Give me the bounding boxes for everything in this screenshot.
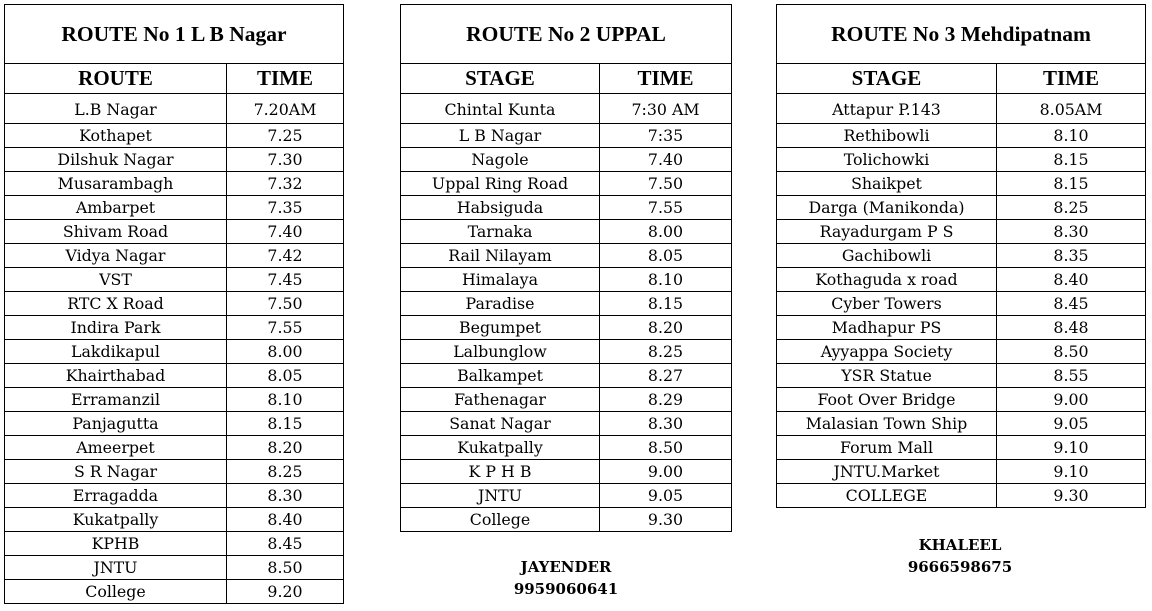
time-cell: 8.10 [227, 388, 344, 412]
route-2-table [400, 4, 732, 532]
stage-cell: JNTU [5, 556, 227, 580]
time-cell: 8.30 [997, 220, 1146, 244]
table-row [777, 412, 1146, 436]
stage-cell: College [401, 508, 600, 532]
table-row [5, 436, 344, 460]
table-row [5, 268, 344, 292]
stage-cell: Uppal Ring Road [401, 172, 600, 196]
stage-cell: Nagole [401, 148, 600, 172]
stage-cell: Malasian Town Ship [777, 412, 997, 436]
stage-cell: Madhapur PS [777, 316, 997, 340]
time-cell: 8.10 [600, 268, 732, 292]
table-row [5, 388, 344, 412]
time-cell: 7:35 [600, 124, 732, 148]
time-cell: 8.15 [997, 148, 1146, 172]
stage-cell: Kukatpally [401, 436, 600, 460]
stage-cell: Cyber Towers [777, 292, 997, 316]
time-cell: 8.27 [600, 364, 732, 388]
table-row [5, 364, 344, 388]
table-row [777, 244, 1146, 268]
time-cell: 9.00 [997, 388, 1146, 412]
table-row [5, 244, 344, 268]
stage-cell: Darga (Manikonda) [777, 196, 997, 220]
stage-cell: Kothapet [5, 124, 227, 148]
time-cell: 8.40 [227, 508, 344, 532]
route-2-contact [466, 556, 666, 600]
stage-cell: Panjagutta [5, 412, 227, 436]
table-row [5, 172, 344, 196]
time-cell: 8.45 [227, 532, 344, 556]
driver-name: KHALEEL [918, 536, 1002, 554]
table-row [401, 172, 732, 196]
time-cell: 8.10 [997, 124, 1146, 148]
column-header-time: TIME [997, 64, 1146, 94]
stage-cell: Lalbunglow [401, 340, 600, 364]
stage-cell: K P H B [401, 460, 600, 484]
time-cell: 8.29 [600, 388, 732, 412]
table-row [777, 340, 1146, 364]
table-row [401, 460, 732, 484]
stage-cell: Ayyappa Society [777, 340, 997, 364]
time-cell: 9.10 [997, 460, 1146, 484]
time-cell: 7.40 [227, 220, 344, 244]
table-row [5, 412, 344, 436]
stage-cell: Vidya Nagar [5, 244, 227, 268]
stage-cell: Shivam Road [5, 220, 227, 244]
table-row [5, 340, 344, 364]
stage-cell: L B Nagar [401, 124, 600, 148]
time-cell: 9.20 [227, 580, 344, 604]
stage-cell: Paradise [401, 292, 600, 316]
time-cell: 8.55 [997, 364, 1146, 388]
stage-cell: Gachibowli [777, 244, 997, 268]
table-row [777, 196, 1146, 220]
route-3-contact [860, 534, 1060, 578]
table-row [401, 244, 732, 268]
stage-cell: Erragadda [5, 484, 227, 508]
table-row [5, 94, 344, 124]
stage-cell: YSR Statue [777, 364, 997, 388]
column-header-stage: STAGE [777, 64, 997, 94]
time-cell: 8.50 [600, 436, 732, 460]
stage-cell: VST [5, 268, 227, 292]
time-cell: 8.45 [997, 292, 1146, 316]
time-cell: 7.45 [227, 268, 344, 292]
time-cell: 7.50 [227, 292, 344, 316]
table-row [5, 196, 344, 220]
stage-cell: Ameerpet [5, 436, 227, 460]
stage-cell: Habsiguda [401, 196, 600, 220]
time-cell: 8.48 [997, 316, 1146, 340]
driver-name: JAYENDER [520, 558, 612, 576]
time-cell: 8.20 [600, 316, 732, 340]
time-cell: 8.25 [997, 196, 1146, 220]
table-row [777, 124, 1146, 148]
stage-cell: Indira Park [5, 316, 227, 340]
table-row [5, 580, 344, 604]
table-row [5, 148, 344, 172]
time-cell: 8.15 [997, 172, 1146, 196]
table-row [777, 148, 1146, 172]
stage-cell: Attapur P.143 [777, 94, 997, 124]
stage-cell: Forum Mall [777, 436, 997, 460]
route-3-table [776, 4, 1146, 508]
time-cell: 8.05 [227, 364, 344, 388]
stage-cell: Tarnaka [401, 220, 600, 244]
table-row [5, 292, 344, 316]
stage-cell: S R Nagar [5, 460, 227, 484]
table-row [5, 532, 344, 556]
time-cell: 8.40 [997, 268, 1146, 292]
route-title: ROUTE No 1 L B Nagar [5, 5, 344, 64]
stage-cell: Kothaguda x road [777, 268, 997, 292]
stage-cell: Lakdikapul [5, 340, 227, 364]
time-cell: 7.30 [227, 148, 344, 172]
table-row [777, 268, 1146, 292]
table-row [401, 148, 732, 172]
stage-cell: JNTU.Market [777, 460, 997, 484]
table-row [777, 460, 1146, 484]
table-row [401, 436, 732, 460]
time-cell: 7.55 [600, 196, 732, 220]
time-cell: 9.30 [600, 508, 732, 532]
stage-cell: Sanat Nagar [401, 412, 600, 436]
table-row [401, 196, 732, 220]
time-cell: 8.30 [227, 484, 344, 508]
table-row [401, 124, 732, 148]
stage-cell: L.B Nagar [5, 94, 227, 124]
time-cell: 8.00 [227, 340, 344, 364]
stage-cell: Rethibowli [777, 124, 997, 148]
table-row [777, 172, 1146, 196]
time-cell: 7.25 [227, 124, 344, 148]
time-cell: 7.20AM [227, 94, 344, 124]
table-row [5, 316, 344, 340]
column-header-time: TIME [227, 64, 344, 94]
stage-cell: Rail Nilayam [401, 244, 600, 268]
table-row [5, 508, 344, 532]
table-row [401, 340, 732, 364]
route-title: ROUTE No 2 UPPAL [401, 5, 732, 64]
table-row [401, 484, 732, 508]
time-cell: 7.32 [227, 172, 344, 196]
route-1-table [4, 4, 344, 604]
stage-cell: Ambarpet [5, 196, 227, 220]
table-row [777, 94, 1146, 124]
stage-cell: Musarambagh [5, 172, 227, 196]
stage-cell: College [5, 580, 227, 604]
time-cell: 9.30 [997, 484, 1146, 508]
time-cell: 7.42 [227, 244, 344, 268]
stage-cell: KPHB [5, 532, 227, 556]
stage-cell: Fathenagar [401, 388, 600, 412]
table-row [777, 436, 1146, 460]
table-row [401, 220, 732, 244]
stage-cell: Shaikpet [777, 172, 997, 196]
time-cell: 8.50 [227, 556, 344, 580]
stage-cell: Dilshuk Nagar [5, 148, 227, 172]
table-row [401, 508, 732, 532]
time-cell: 9.00 [600, 460, 732, 484]
time-cell: 9.10 [997, 436, 1146, 460]
time-cell: 8.15 [600, 292, 732, 316]
time-cell: 8.50 [997, 340, 1146, 364]
time-cell: 7.40 [600, 148, 732, 172]
time-cell: 8.30 [600, 412, 732, 436]
time-cell: 8.05AM [997, 94, 1146, 124]
time-cell: 7:30 AM [600, 94, 732, 124]
stage-cell: Balkampet [401, 364, 600, 388]
time-cell: 7.55 [227, 316, 344, 340]
time-cell: 9.05 [997, 412, 1146, 436]
column-header-stage: STAGE [401, 64, 600, 94]
table-row [777, 316, 1146, 340]
stage-cell: Kukatpally [5, 508, 227, 532]
table-row [5, 220, 344, 244]
table-row [401, 268, 732, 292]
stage-cell: Tolichowki [777, 148, 997, 172]
stage-cell: Rayadurgam P S [777, 220, 997, 244]
time-cell: 8.05 [600, 244, 732, 268]
table-row [401, 316, 732, 340]
table-row [777, 364, 1146, 388]
table-row [401, 94, 732, 124]
stage-cell: COLLEGE [777, 484, 997, 508]
time-cell: 8.25 [227, 460, 344, 484]
driver-phone: 9959060641 [513, 580, 619, 598]
stage-cell: Foot Over Bridge [777, 388, 997, 412]
time-cell: 8.25 [600, 340, 732, 364]
time-cell: 8.15 [227, 412, 344, 436]
stage-cell: Khairthabad [5, 364, 227, 388]
stage-cell: Begumpet [401, 316, 600, 340]
time-cell: 9.05 [600, 484, 732, 508]
stage-cell: Erramanzil [5, 388, 227, 412]
stage-cell: Himalaya [401, 268, 600, 292]
column-header-time: TIME [600, 64, 732, 94]
table-row [777, 484, 1146, 508]
table-row [5, 460, 344, 484]
table-row [401, 364, 732, 388]
table-row [401, 388, 732, 412]
stage-cell: Chintal Kunta [401, 94, 600, 124]
column-header-stage: ROUTE [5, 64, 227, 94]
stage-cell: RTC X Road [5, 292, 227, 316]
time-cell: 8.00 [600, 220, 732, 244]
table-row [777, 388, 1146, 412]
table-row [5, 556, 344, 580]
time-cell: 8.20 [227, 436, 344, 460]
table-row [777, 292, 1146, 316]
table-row [5, 484, 344, 508]
time-cell: 8.35 [997, 244, 1146, 268]
table-row [401, 412, 732, 436]
table-row [5, 124, 344, 148]
route-title: ROUTE No 3 Mehdipatnam [777, 5, 1146, 64]
table-row [401, 292, 732, 316]
stage-cell: JNTU [401, 484, 600, 508]
driver-phone: 9666598675 [907, 558, 1013, 576]
time-cell: 7.50 [600, 172, 732, 196]
time-cell: 7.35 [227, 196, 344, 220]
table-row [777, 220, 1146, 244]
